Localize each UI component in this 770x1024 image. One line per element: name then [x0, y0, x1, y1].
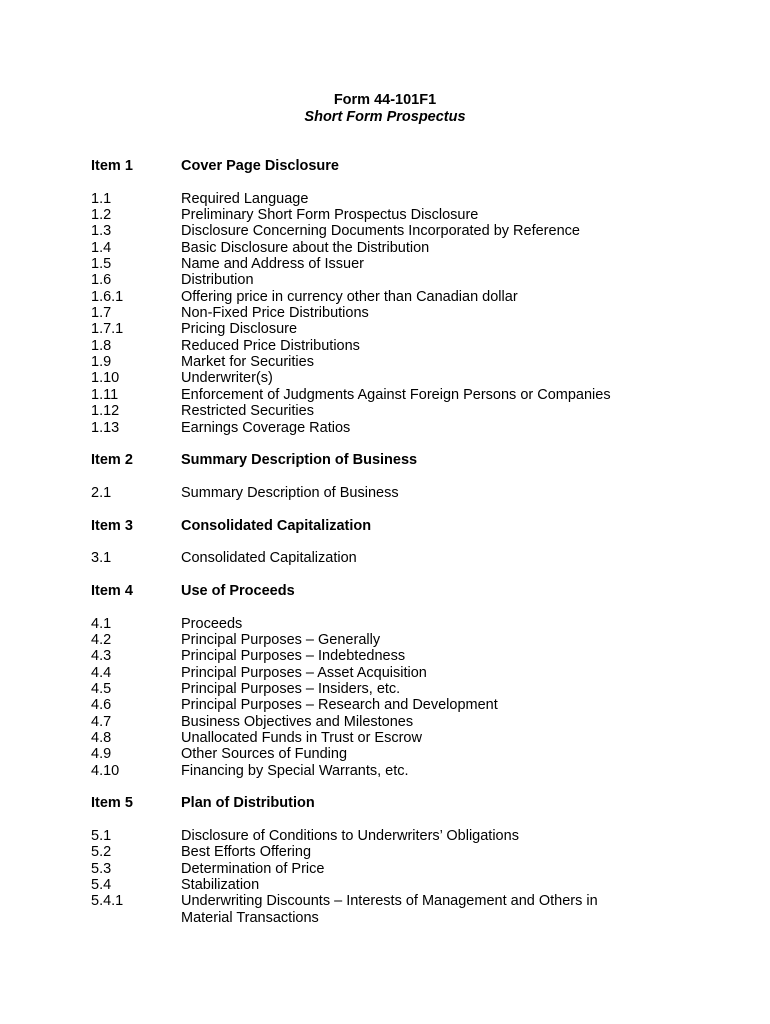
- toc-entry-text: Consolidated Capitalization: [181, 550, 357, 567]
- toc-entry-number: 1.6.1: [91, 288, 124, 305]
- toc-entry-text: Other Sources of Funding: [181, 746, 348, 763]
- toc-entry-number: 1.10: [91, 370, 120, 387]
- toc-entry-text: Determination of Price: [181, 860, 325, 877]
- toc-entry: [91, 632, 691, 648]
- toc-entry-text: Unallocated Funds in Trust or Escrow: [181, 730, 422, 747]
- toc-entry: [91, 272, 691, 288]
- section-item-label: Item 3: [91, 517, 133, 534]
- toc-entry: [91, 387, 691, 403]
- section-heading: [91, 452, 691, 468]
- section-title: Cover Page Disclosure: [181, 158, 339, 174]
- toc-entry-text: Stabilization: [181, 877, 260, 894]
- toc-entry: [91, 893, 691, 926]
- toc-entry: [91, 550, 691, 566]
- section-spacer: [91, 567, 691, 583]
- toc-entry-text: Financing by Special Warrants, etc.: [181, 762, 409, 779]
- section-heading: [91, 518, 691, 534]
- toc-entry-number: 1.7.1: [91, 321, 124, 338]
- toc-entry: [91, 844, 691, 860]
- toc-entry-text: Best Efforts Offering: [181, 844, 312, 861]
- toc-entry-number: 4.6: [91, 697, 112, 714]
- toc-entry: [91, 321, 691, 337]
- section-spacer: [91, 599, 691, 615]
- toc-entry-number: 4.2: [91, 631, 112, 648]
- toc-entry: [91, 763, 691, 779]
- section-spacer: [91, 779, 691, 795]
- toc-entry-text: Principal Purposes – Research and Development: [181, 697, 498, 714]
- toc-entry: [91, 354, 691, 370]
- toc-entry-number: 1.4: [91, 239, 112, 256]
- toc-entry-number: 2.1: [91, 484, 112, 501]
- toc-entry-number: 1.5: [91, 256, 112, 273]
- toc-entry-text: Non-Fixed Price Distributions: [181, 305, 369, 322]
- toc-entry-text: Principal Purposes – Generally: [181, 631, 381, 648]
- toc-entry-number: 4.8: [91, 730, 112, 747]
- toc-entry: [91, 877, 691, 893]
- toc-entry-number: 4.10: [91, 762, 120, 779]
- toc-entry-number: 4.7: [91, 713, 112, 730]
- toc-entry-number: 1.6: [91, 272, 112, 289]
- toc-entry-text: Basic Disclosure about the Distribution: [181, 239, 430, 256]
- section-spacer: [91, 174, 691, 190]
- toc-entry-text: Enforcement of Judgments Against Foreign Persons or Companies: [181, 386, 611, 403]
- toc-entry-text: Proceeds: [181, 615, 243, 632]
- toc-entry-text: Principal Purposes – Indebtedness: [181, 648, 406, 665]
- toc-entry-number: 4.9: [91, 746, 112, 763]
- toc-entry: [91, 828, 691, 844]
- toc-entry-text: Required Language: [181, 190, 309, 207]
- section-spacer: [91, 469, 691, 485]
- toc-entry: [91, 616, 691, 632]
- toc-entry-text: Summary Description of Business: [181, 484, 399, 501]
- toc-entry-number: 4.4: [91, 664, 112, 681]
- toc-entry-text: Distribution: [181, 272, 254, 289]
- section-spacer: [91, 534, 691, 550]
- toc-entry-number: 5.2: [91, 844, 112, 861]
- toc-entry-text: Preliminary Short Form Prospectus Disclosure: [181, 207, 479, 224]
- toc-entry: [91, 370, 691, 386]
- section-title: Summary Description of Business: [181, 452, 418, 469]
- section-item-label: Item 2: [91, 452, 133, 469]
- section-spacer: [91, 436, 691, 452]
- section-item-label: Item 1: [91, 158, 133, 174]
- toc-entry-number: 1.3: [91, 223, 112, 240]
- section-heading: [91, 583, 691, 599]
- toc-entry: [91, 730, 691, 746]
- section-item-label: Item 4: [91, 582, 133, 599]
- form-number: Form 44-101F1: [333, 92, 437, 108]
- toc-entry: [91, 746, 691, 762]
- form-name: Short Form Prospectus: [304, 109, 466, 125]
- section-spacer: [91, 812, 691, 828]
- toc-entry: [91, 338, 691, 354]
- toc-entry-text: Disclosure Concerning Documents Incorporated by Reference: [181, 223, 580, 240]
- toc-entry: [91, 223, 691, 239]
- toc-entry-text: Market for Securities: [181, 354, 314, 371]
- section-title: Plan of Distribution: [181, 795, 315, 812]
- section-heading: [91, 795, 691, 811]
- section-spacer: [91, 501, 691, 517]
- toc-entry-text: Reduced Price Distributions: [181, 337, 360, 354]
- toc-entry-number: 5.4.1: [91, 893, 124, 910]
- toc-entry-text: Business Objectives and Milestones: [181, 713, 414, 730]
- toc-entry: [91, 648, 691, 664]
- toc-entry-text: Disclosure of Conditions to Underwriters’ Obligations: [181, 828, 519, 845]
- toc-entry-number: 5.4: [91, 877, 112, 894]
- section-title: Consolidated Capitalization: [181, 517, 372, 534]
- toc-entry-number: 5.3: [91, 860, 112, 877]
- toc-entry-number: 1.11: [91, 386, 119, 403]
- toc-entry: [91, 191, 691, 207]
- toc-entry-text: Pricing Disclosure: [181, 321, 298, 338]
- toc-entry-number: 5.1: [91, 828, 112, 845]
- toc-entry: [91, 305, 691, 321]
- toc-entry-number: 1.8: [91, 337, 112, 354]
- toc-entry: [91, 289, 691, 305]
- toc-entry-text: Restricted Securities: [181, 403, 314, 420]
- section-title: Use of Proceeds: [181, 582, 295, 599]
- toc-entry-text: Underwriter(s): [181, 370, 273, 387]
- toc-entry-number: 4.5: [91, 681, 112, 697]
- toc-entry-number: 1.12: [91, 403, 120, 420]
- toc-entry-number: 4.3: [91, 648, 112, 665]
- section-heading: [91, 158, 691, 174]
- toc-entry-number: 1.1: [91, 190, 112, 207]
- toc-entry: [91, 420, 691, 436]
- table-of-contents: [91, 158, 691, 926]
- toc-entry: [91, 714, 691, 730]
- toc-entry: [91, 681, 691, 697]
- toc-entry-number: 1.2: [91, 207, 112, 224]
- toc-entry-number: 1.9: [91, 354, 112, 371]
- toc-entry: [91, 403, 691, 419]
- toc-entry: [91, 240, 691, 256]
- toc-entry-number: 3.1: [91, 550, 112, 567]
- toc-entry-number: 4.1: [91, 615, 112, 632]
- toc-entry: [91, 861, 691, 877]
- toc-entry-text: Principal Purposes – Insiders, etc.: [181, 681, 401, 697]
- toc-entry: [91, 697, 691, 713]
- toc-entry-text: Earnings Coverage Ratios: [181, 419, 351, 436]
- toc-entry: [91, 256, 691, 272]
- toc-entry: [91, 485, 691, 501]
- toc-entry-text: Offering price in currency other than Canadian dollar: [181, 288, 518, 305]
- toc-entry-text: Principal Purposes – Asset Acquisition: [181, 664, 427, 681]
- toc-entry: [91, 207, 691, 223]
- toc-entry-number: 1.7: [91, 305, 112, 322]
- toc-entry-text: Underwriting Discounts – Interests of Management and Others in Material Transactions: [181, 893, 598, 926]
- toc-entry-number: 1.13: [91, 419, 120, 436]
- section-item-label: Item 5: [91, 795, 133, 812]
- toc-entry: [91, 665, 691, 681]
- toc-entry-text: Name and Address of Issuer: [181, 256, 364, 273]
